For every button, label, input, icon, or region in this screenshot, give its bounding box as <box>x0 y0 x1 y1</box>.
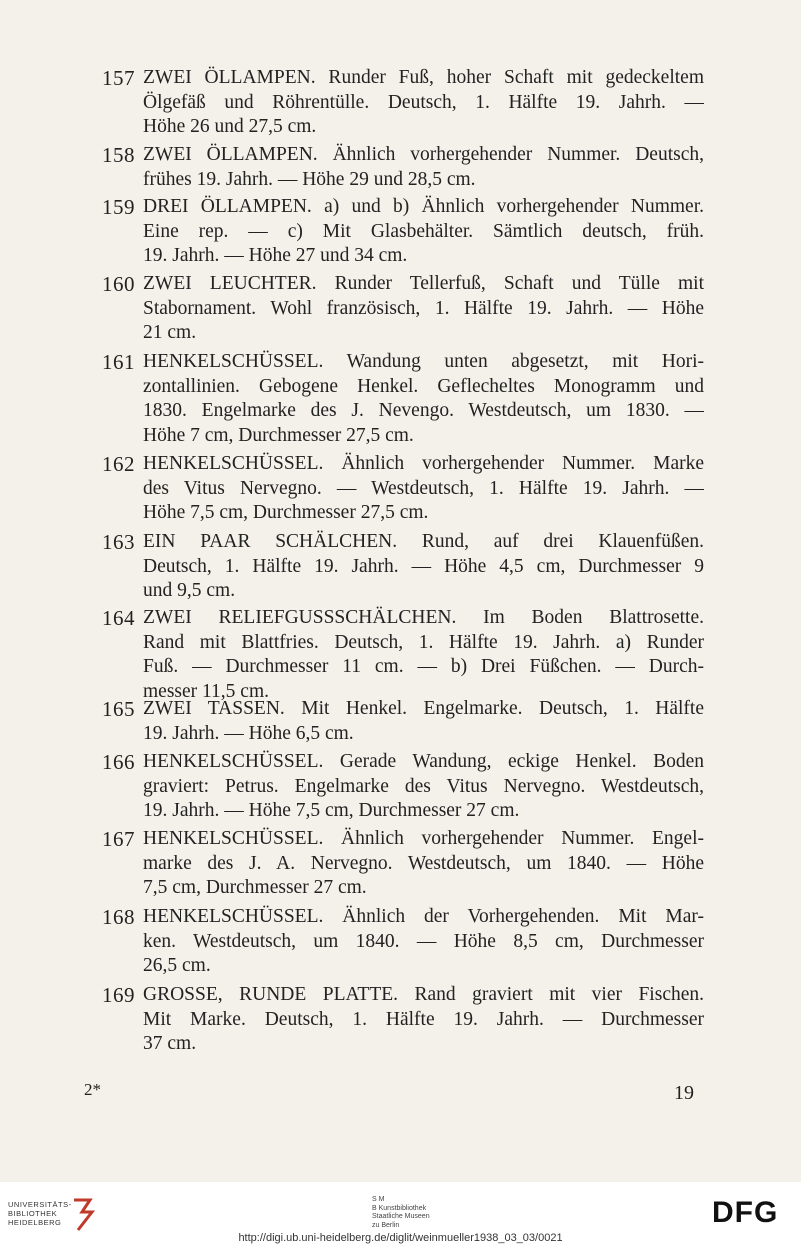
entry-number: 162 <box>102 452 135 476</box>
entry-text <box>143 350 704 448</box>
entry-line: GROSSE, RUNDE PLATTE. Rand graviert mit vier Fischen. <box>143 984 704 1005</box>
entry-line: graviert: Petrus. Engelmarke des Vitus Nervegno. Westdeutsch, <box>143 775 704 797</box>
entry-line: 7,5 cm, Durchmesser 27 cm. <box>143 877 367 898</box>
dfg-logo: DFG <box>712 1196 779 1229</box>
entry-number: 167 <box>102 827 135 851</box>
entry-line: Höhe 26 und 27,5 cm. <box>143 116 317 137</box>
page-number: 19 <box>674 1082 694 1104</box>
entry-line: Rand mit Blattfries. Deutsch, 1. Hälfte 19. Jahrh. a) Runder <box>143 631 704 653</box>
entry-line: 19. Jahrh. — Höhe 7,5 cm, Durchmesser 27 cm. <box>143 800 520 821</box>
entry-line: ken. Westdeutsch, um 1840. — Höhe 8,5 cm, Durchmesser <box>143 930 704 952</box>
entry-line: Höhe 7 cm, Durchmesser 27,5 cm. <box>143 424 414 446</box>
entry-line: ZWEI TASSEN. Mit Henkel. Engelmarke. Deutsch, 1. Hälfte <box>143 698 704 719</box>
entry-text <box>143 272 704 346</box>
museum-label: S M B Kunstbibliothek Staatliche Museen zu Berlin <box>372 1196 430 1229</box>
entry-line: HENKELSCHÜSSEL. Wandung unten abgesetzt, mit Hori- <box>143 351 704 372</box>
entry-line: Höhe 7,5 cm, Durchmesser 27,5 cm. <box>143 502 429 523</box>
entry-line: 19. Jahrh. — Höhe 27 und 34 cm. <box>143 245 408 266</box>
entry-line: Mit Marke. Deutsch, 1. Hälfte 19. Jahrh. — Durchmesser <box>143 1008 704 1030</box>
entry-text <box>143 530 704 604</box>
entry-line: 21 cm. <box>143 322 197 343</box>
entry-line: 1830. Engelmarke des J. Nevengo. Westdeutsch, um 1830. — <box>143 400 704 421</box>
university-logo-icon <box>70 1198 98 1232</box>
entry-number: 168 <box>102 905 135 929</box>
entry-line: ZWEI ÖLLAMPEN. Runder Fuß, hoher Schaft mit gedeckeltem <box>143 67 704 88</box>
entry-line: des Vitus Nervegno. — Westdeutsch, 1. Hälfte 19. Jahrh. — <box>143 477 704 499</box>
entry-line: Eine rep. — c) Mit Glasbehälter. Sämtlich deutsch, früh. <box>143 220 704 242</box>
entry-text <box>143 66 704 140</box>
entry-number: 164 <box>102 606 135 630</box>
entry-number: 158 <box>102 143 135 167</box>
entry-line: Stabornament. Wohl französisch, 1. Hälfte 19. Jahrh. — Höhe <box>143 297 704 319</box>
entry-number: 161 <box>102 350 135 374</box>
entry-line: 26,5 cm. <box>143 955 211 976</box>
entry-number: 160 <box>102 272 135 296</box>
source-url[interactable]: http://digi.ub.uni-heidelberg.de/diglit/weinmueller1938_03_03/0021 <box>238 1232 563 1244</box>
entry-text <box>143 143 704 192</box>
entry-number: 169 <box>102 983 135 1007</box>
entry-line: Deutsch, 1. Hälfte 19. Jahrh. — Höhe 4,5 cm, Durchmesser 9 <box>143 555 704 577</box>
entry-line: EIN PAAR SCHÄLCHEN. Rund, auf drei Klauenfüßen. <box>143 531 704 552</box>
entry-line: Ölgefäß und Röhrentülle. Deutsch, 1. Hälfte 19. Jahrh. — <box>143 91 704 113</box>
entry-number: 159 <box>102 195 135 219</box>
entry-line: HENKELSCHÜSSEL. Ähnlich der Vorhergehenden. Mit Mar- <box>143 906 704 927</box>
entry-number: 165 <box>102 697 135 721</box>
entry-line: und 9,5 cm. <box>143 580 236 601</box>
entry-text <box>143 905 704 979</box>
entry-line: ZWEI RELIEFGUSSSCHÄLCHEN. Im Boden Blattrosette. <box>143 607 704 628</box>
entry-line: messer 11,5 cm. <box>143 680 269 702</box>
entry-text <box>143 983 704 1057</box>
entry-line: HENKELSCHÜSSEL. Ähnlich vorhergehender Nummer. Marke <box>143 453 704 474</box>
entry-line: DREI ÖLLAMPEN. a) und b) Ähnlich vorhergehender Nummer. <box>143 196 704 217</box>
entry-number: 163 <box>102 530 135 554</box>
entry-line: zontallinien. Gebogene Henkel. Geflecheltes Monogramm und <box>143 375 704 397</box>
entry-line: 37 cm. <box>143 1033 197 1054</box>
entry-text <box>143 606 704 704</box>
entry-text <box>143 697 704 746</box>
entry-line: HENKELSCHÜSSEL. Gerade Wandung, eckige Henkel. Boden <box>143 751 704 772</box>
entry-text <box>143 750 704 824</box>
entry-text <box>143 827 704 901</box>
university-library-label: UNIVERSITÄTS- BIBLIOTHEK HEIDELBERG <box>8 1200 72 1227</box>
entry-text <box>143 452 704 526</box>
entry-line: marke des J. A. Nervegno. Westdeutsch, um 1840. — Höhe <box>143 852 704 874</box>
footer-bar <box>0 1182 801 1246</box>
entry-line: 19. Jahrh. — Höhe 6,5 cm. <box>143 722 354 744</box>
entry-text <box>143 195 704 269</box>
entry-line: ZWEI LEUCHTER. Runder Tellerfuß, Schaft und Tülle mit <box>143 273 704 294</box>
entry-line: Fuß. — Durchmesser 11 cm. — b) Drei Füßchen. — Durch- <box>143 656 704 677</box>
entry-number: 166 <box>102 750 135 774</box>
entry-line: HENKELSCHÜSSEL. Ähnlich vorhergehender Nummer. Engel- <box>143 828 704 849</box>
entry-line: frühes 19. Jahrh. — Höhe 29 und 28,5 cm. <box>143 168 476 190</box>
signature-mark: 2* <box>84 1080 101 1099</box>
entry-number: 157 <box>102 66 135 90</box>
entry-line: ZWEI ÖLLAMPEN. Ähnlich vorhergehender Nummer. Deutsch, <box>143 144 704 165</box>
